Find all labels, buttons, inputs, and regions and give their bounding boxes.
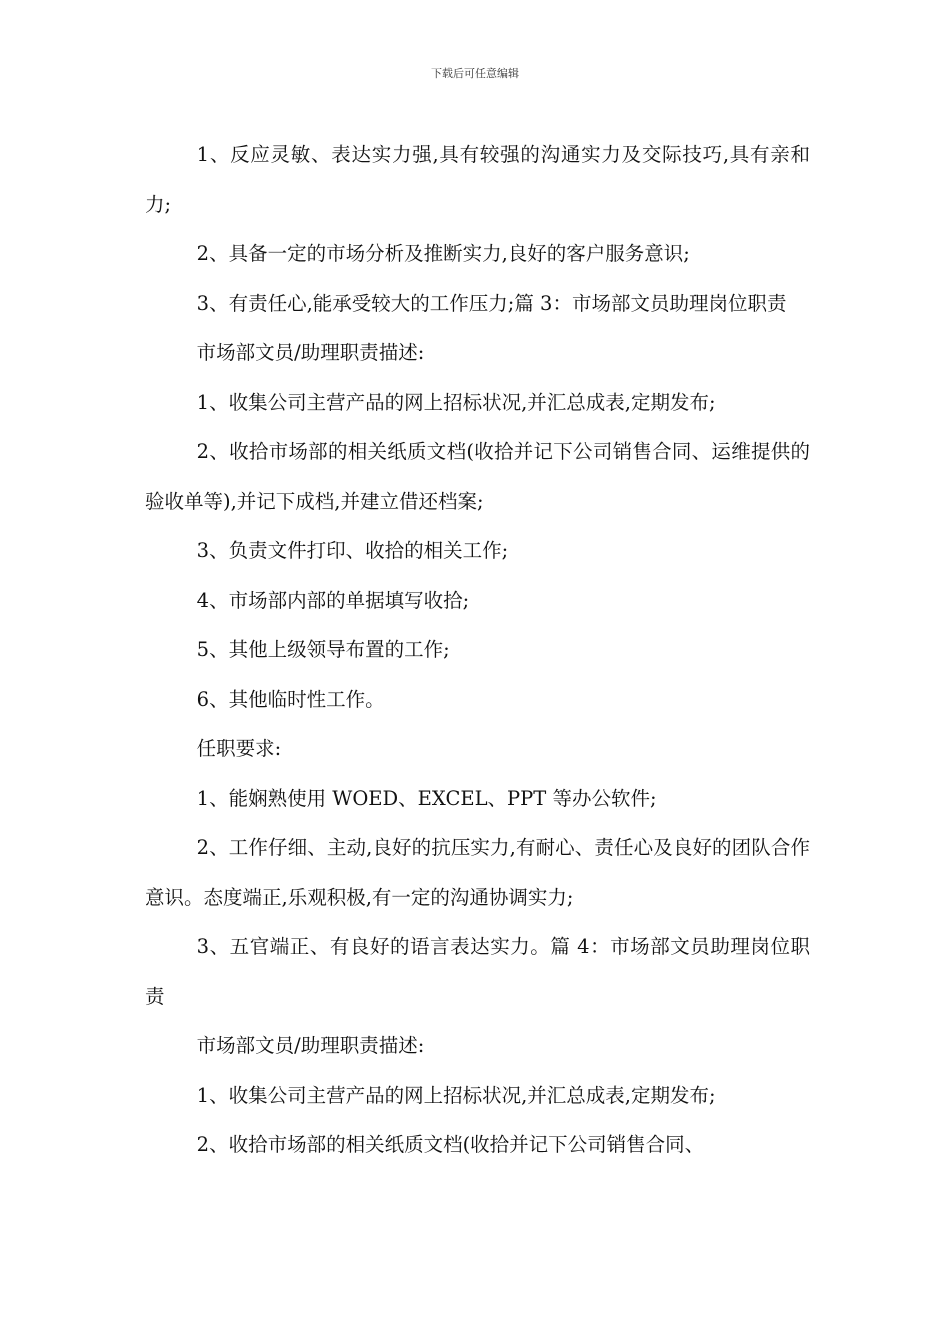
paragraph: 2、收拾市场部的相关纸质文档(收拾并记下公司销售合同、 <box>196 1133 705 1156</box>
section-heading: 市场部文员/助理职责描述: <box>196 1034 425 1057</box>
document-body <box>145 130 810 1170</box>
paragraph: 2、收拾市场部的相关纸质文档(收拾并记下公司销售合同、运维提供的验收单等),并记下成档,并建立借还档案; <box>145 440 810 513</box>
paragraph: 1、收集公司主营产品的网上招标状况,并汇总成表,定期发布; <box>196 390 716 414</box>
paragraph: 4、市场部内部的单据填写收拾; <box>196 588 470 612</box>
section-heading: 任职要求: <box>196 737 282 760</box>
page-header: 下载后可任意编辑 <box>431 67 519 80</box>
paragraph: 2、具备一定的市场分析及推断实力,良好的客户服务意识; <box>196 242 690 265</box>
paragraph: 3、有责任心,能承受较大的工作压力;篇 3：市场部文员助理岗位职责 <box>196 291 787 315</box>
section-heading: 市场部文员/助理职责描述: <box>196 341 425 364</box>
paragraph: 5、其他上级领导布置的工作; <box>196 638 450 661</box>
paragraph: 1、反应灵敏、表达实力强,具有较强的沟通实力及交际技巧,具有亲和力; <box>145 143 810 216</box>
paragraph: 6、其他临时性工作。 <box>196 687 385 711</box>
paragraph: 2、工作仔细、主动,良好的抗压实力,有耐心、责任心及良好的团队合作意识。态度端正,乐观积极,有一定的沟通协调实力; <box>145 836 810 909</box>
paragraph: 1、能娴熟使用 WOED、EXCEL、PPT 等办公软件; <box>196 786 657 810</box>
paragraph: 1、收集公司主营产品的网上招标状况,并汇总成表,定期发布; <box>196 1083 716 1107</box>
paragraph: 3、五官端正、有良好的语言表达实力。篇 4：市场部文员助理岗位职责 <box>145 935 810 1008</box>
paragraph: 3、负责文件打印、收拾的相关工作; <box>196 539 509 562</box>
